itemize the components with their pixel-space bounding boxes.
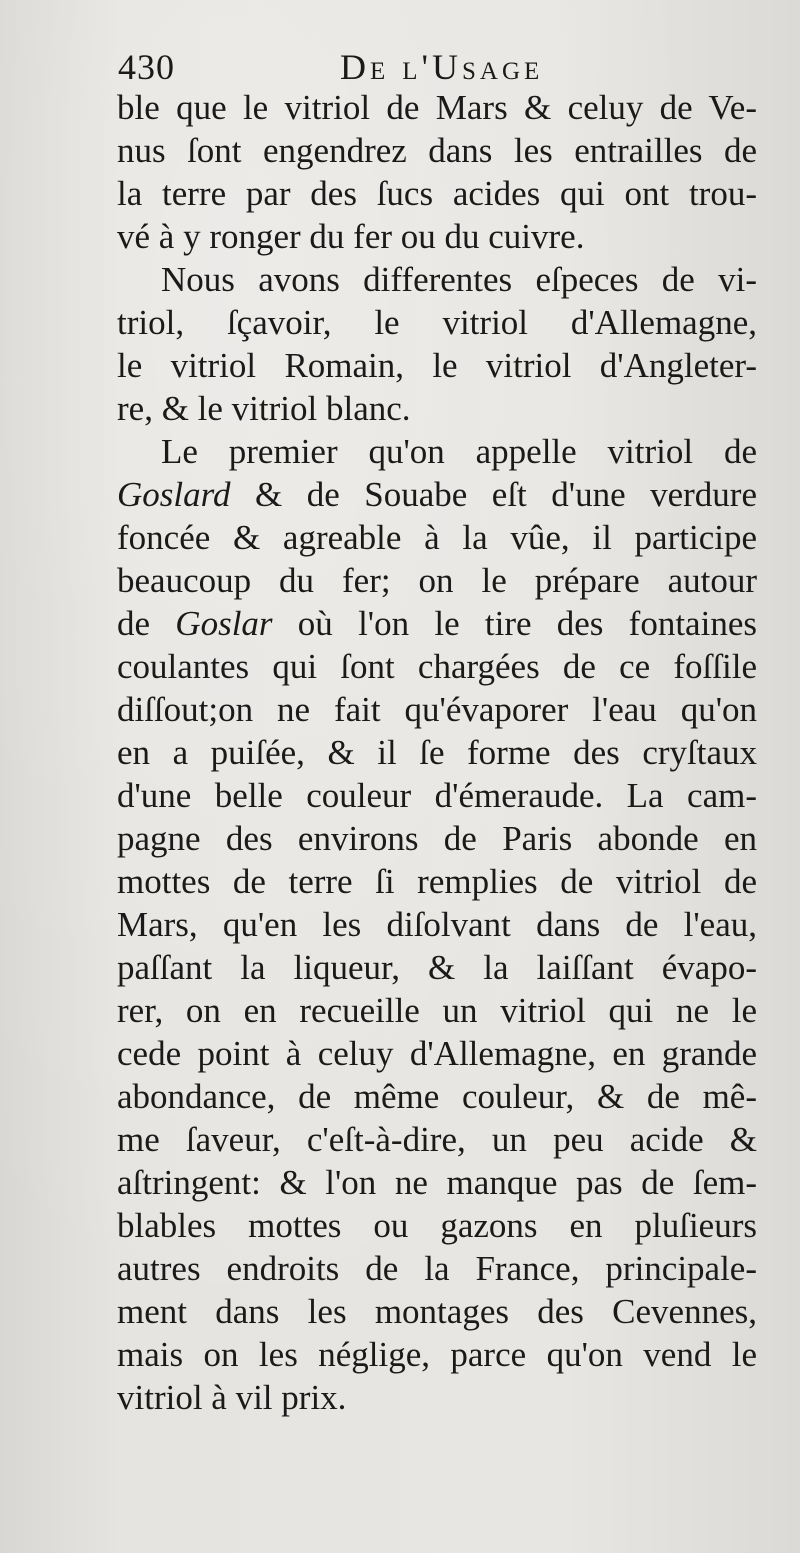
text-line: diſſout;on ne fait qu'évaporer l'eau qu'on bbox=[117, 690, 757, 729]
text-line: paſſant la liqueur, & la laiſſant évapo- bbox=[117, 948, 757, 987]
text-line: abondance, de même couleur, & de mê- bbox=[117, 1077, 757, 1116]
text-line: en a puiſée, & il ſe forme des cryſtaux bbox=[117, 733, 757, 772]
text-line: me ſaveur, c'eſt-à-dire, un peu acide & bbox=[117, 1120, 757, 1159]
italic-place-name: Goslard bbox=[117, 475, 231, 514]
text-line: vitriol à vil prix. bbox=[117, 1378, 347, 1417]
text-line: blables mottes ou gazons en pluſieurs bbox=[117, 1206, 757, 1245]
text-line: autres endroits de la France, principale- bbox=[117, 1249, 757, 1288]
page-number: 430 bbox=[118, 47, 175, 87]
text-line: ble que le vitriol de Mars & celuy de Ve- bbox=[117, 88, 757, 127]
body-text bbox=[117, 86, 757, 1419]
text-line: rer, on en recueille un vitriol qui ne le bbox=[117, 991, 757, 1030]
text-line: le vitriol Romain, le vitriol d'Angleter- bbox=[117, 346, 757, 385]
text-line: mottes de terre ſi remplies de vitriol de bbox=[117, 862, 757, 901]
text-line: ment dans les montages des Cevennes, bbox=[117, 1292, 757, 1331]
text-line: de Goslar où l'on le tire des fontaines bbox=[117, 604, 757, 643]
text-line: coulantes qui ſont chargées de ce foſſile bbox=[117, 647, 757, 686]
text-line: la terre par des ſucs acides qui ont trou- bbox=[117, 174, 757, 213]
paragraph-start-line: Le premier qu'on appelle vitriol de bbox=[161, 432, 757, 471]
italic-place-name: Goslar bbox=[175, 604, 273, 643]
text-line: aſtringent: & l'on ne manque pas de ſem- bbox=[117, 1163, 757, 1202]
text-line: Mars, qu'en les diſolvant dans de l'eau, bbox=[117, 905, 757, 944]
text-line: foncée & agreable à la vûe, il participe bbox=[117, 518, 757, 557]
paragraph-start-line: Nous avons differentes eſpeces de vi- bbox=[161, 260, 757, 299]
text-line: re, & le vitriol blanc. bbox=[117, 389, 411, 428]
text-line: cede point à celuy d'Allemagne, en grande bbox=[117, 1034, 757, 1073]
text-line: nus ſont engendrez dans les entrailles de bbox=[117, 131, 757, 170]
text-line: vé à y ronger du fer ou du cuivre. bbox=[117, 217, 585, 256]
text-line: Goslard & de Souabe eſt d'une verdure bbox=[117, 475, 757, 514]
page-header bbox=[118, 46, 758, 88]
text-line: beaucoup du fer; on le prépare autour bbox=[117, 561, 757, 600]
text-line: triol, ſçavoir, le vitriol d'Allemagne, bbox=[117, 303, 757, 342]
running-head: De l'Usage bbox=[340, 47, 544, 87]
text-line: d'une belle couleur d'émeraude. La cam- bbox=[117, 776, 757, 815]
text-line: mais on les néglige, parce qu'on vend le bbox=[117, 1335, 757, 1374]
text-line: pagne des environs de Paris abonde en bbox=[117, 819, 757, 858]
